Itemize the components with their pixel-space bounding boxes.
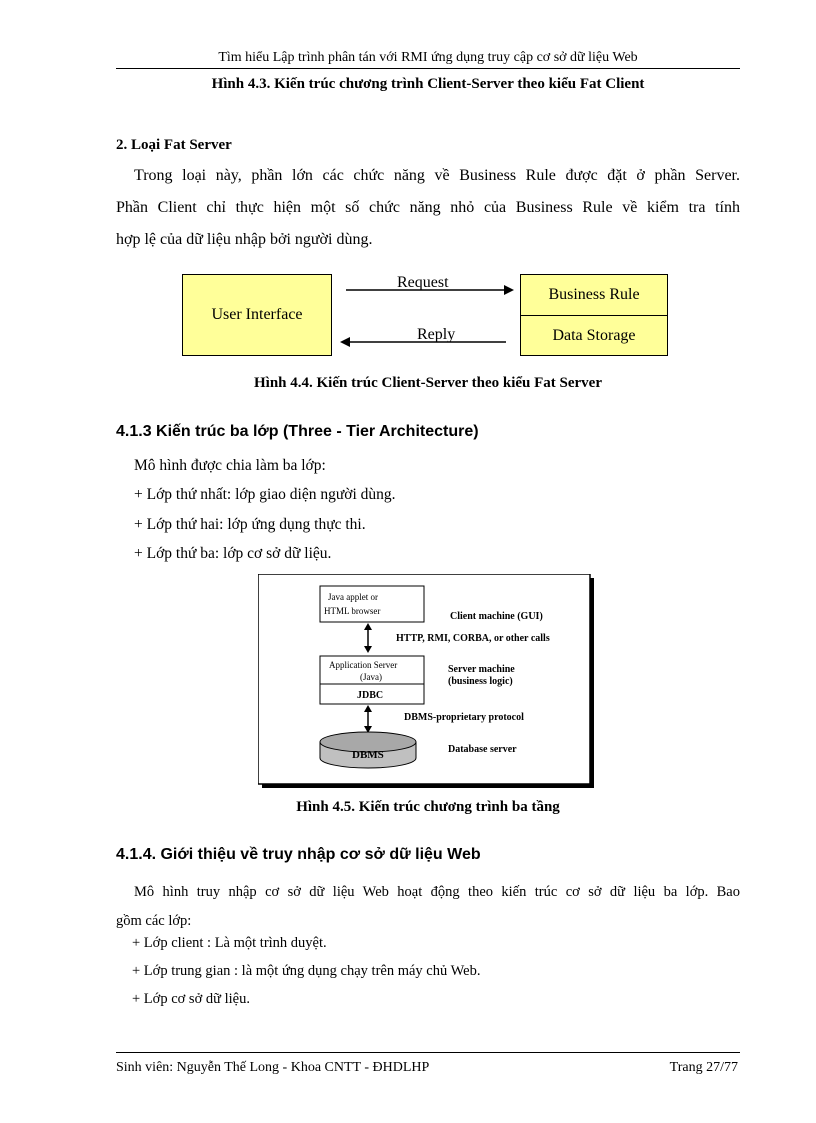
app-server-text-1: Application Server	[329, 660, 398, 670]
paragraph-line-2: Phần Client chỉ thực hiện một số chức năng nhỏ của Business Rule về kiểm tra tính	[116, 199, 740, 216]
request-arrowhead	[504, 285, 514, 295]
web-paragraph	[116, 878, 740, 936]
data-storage-box	[520, 315, 668, 356]
fat-server-diagram	[182, 274, 668, 356]
section-heading-web: 4.1.4. Giới thiệu về truy nhập cơ sở dữ liệu Web	[116, 846, 481, 863]
section-heading-three-tier: 4.1.3 Kiến trúc ba lớp (Three - Tier Architecture)	[116, 423, 479, 440]
database-server-label: Database server	[448, 744, 517, 755]
list-item: + Lớp client : Là một trình duyệt.	[132, 935, 327, 951]
dbms-label: DBMS	[352, 749, 384, 761]
server-machine-label-2: (business logic)	[448, 676, 513, 687]
request-label: Request	[397, 274, 449, 291]
calls-label: HTTP, RMI, CORBA, or other calls	[396, 633, 550, 644]
reply-label: Reply	[417, 326, 456, 343]
list-item: + Lớp thứ hai: lớp ứng dụng thực thi.	[134, 516, 366, 533]
business-rule-label: Business Rule	[548, 286, 640, 303]
protocol-label: DBMS-proprietary protocol	[404, 712, 524, 723]
page-footer	[116, 1052, 740, 1076]
list-item: + Lớp cơ sở dữ liệu.	[132, 991, 250, 1007]
user-interface-box	[182, 274, 332, 356]
paragraph-line-1: Mô hình truy nhập cơ sở dữ liệu Web hoạt động theo kiến trúc cơ sở dữ liệu ba lớp. Bao	[134, 884, 740, 900]
figure-4-4-caption: Hình 4.4. Kiến trúc Client-Server theo kiểu Fat Server	[253, 375, 602, 391]
section-heading-fat-server: 2. Loại Fat Server	[116, 137, 232, 153]
client-box-text-1: Java applet or	[328, 592, 378, 602]
app-server-text-2: (Java)	[360, 672, 382, 682]
paragraph-line-3: hợp lệ của dữ liệu nhập bởi người dùng.	[116, 231, 373, 248]
user-interface-label: User Interface	[211, 306, 303, 323]
server-machine-label-1: Server machine	[448, 664, 515, 675]
jdbc-label: JDBC	[357, 690, 384, 701]
client-box-text-2: HTML browser	[324, 606, 381, 616]
paragraph-line-1: Trong loại này, phần lớn các chức năng về Business Rule được đặt ở phần Server.	[134, 167, 740, 184]
list-item: + Lớp thứ ba: lớp cơ sở dữ liệu.	[134, 545, 332, 562]
footer-page-number: Trang 27/77	[669, 1060, 738, 1075]
page-header: Tìm hiểu Lập trình phân tán với RMI ứng dụng truy cập cơ sở dữ liệu Web	[116, 48, 740, 69]
figure-4-5-caption: Hình 4.5. Kiến trúc chương trình ba tầng	[296, 799, 560, 815]
business-rule-box	[520, 274, 668, 316]
three-tier-diagram	[258, 574, 596, 790]
paragraph-line-2: gồm các lớp:	[116, 913, 192, 929]
three-tier-intro: Mô hình được chia làm ba lớp:	[134, 457, 326, 474]
list-item: + Lớp trung gian : là một ứng dụng chạy trên máy chủ Web.	[132, 963, 481, 979]
list-item: + Lớp thứ nhất: lớp giao diện người dùng.	[134, 486, 396, 503]
footer-author: Sinh viên: Nguyễn Thế Long - Khoa CNTT - ĐHDLHP	[116, 1060, 430, 1075]
data-storage-label: Data Storage	[552, 326, 636, 344]
figure-4-3-caption: Hình 4.3. Kiến trúc chương trình Client-Server theo kiểu Fat Client	[211, 76, 645, 92]
reply-arrowhead	[340, 337, 350, 347]
fat-server-paragraph	[116, 160, 740, 256]
client-machine-label: Client machine (GUI)	[450, 611, 543, 622]
